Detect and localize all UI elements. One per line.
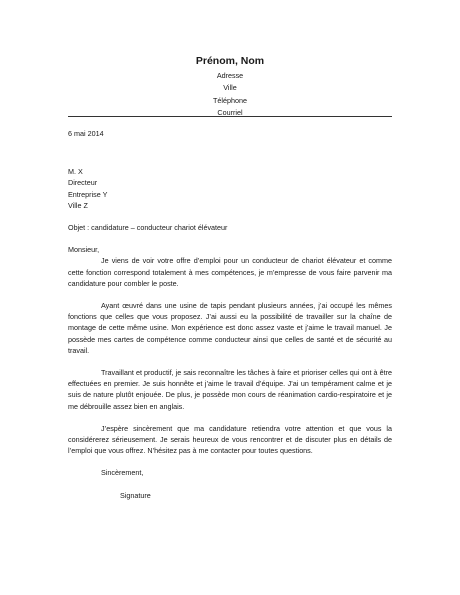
recipient-title: Directeur bbox=[68, 178, 98, 188]
letter-body bbox=[68, 128, 392, 501]
recipient-company: Entreprise Y bbox=[68, 189, 108, 199]
paragraph-closing: J’espère sincèrement que ma candidature retiendra votre attention et que vous la considérerez sérieusement. Je serais heureux de vous rencontrer et de discuter plus en détails de l’emploi que vous offrez. N’hésitez pas à me contacter pour toutes questions. bbox=[68, 423, 392, 456]
recipient-name: M. X bbox=[68, 167, 83, 177]
letter-salutation: Monsieur, bbox=[68, 245, 100, 255]
sender-address: Adresse bbox=[216, 71, 244, 80]
letter-closing: Sincèrement, bbox=[101, 468, 144, 478]
paragraph-qualities: Travaillant et productif, je sais reconnaître les tâches à faire et prioriser celles qui ont à être effectuées en premier. Je suis honnête et j’aime le travail d’équipe. J’ai un tempérament calme et je suis de nature plutôt enjouée. De plus, je possède mon cours de réanimation cardio-respiratoire et je me débrouille assez bien en anglais. bbox=[68, 368, 392, 411]
header-divider bbox=[68, 116, 392, 117]
sender-phone: Téléphone bbox=[213, 95, 247, 105]
recipient-city: Ville Z bbox=[68, 200, 88, 210]
letter-header bbox=[68, 54, 392, 119]
sender-email: Courriel bbox=[217, 107, 243, 117]
letter-date: 6 mai 2014 bbox=[68, 129, 104, 138]
paragraph-intro: Je viens de voir votre offre d’emploi pour un conducteur de chariot élévateur et comme cette fonction correspond totalement à mes compétences, je m’empresse de vous faire parvenir ma candidature pour combler le poste. bbox=[68, 256, 392, 288]
sender-city: Ville bbox=[223, 83, 237, 93]
letter-subject: Objet : candidature – conducteur chariot élévateur bbox=[68, 223, 228, 233]
letter-signature: Signature bbox=[120, 490, 151, 500]
sender-name: Prénom, Nom bbox=[195, 55, 265, 67]
paragraph-experience: Ayant œuvré dans une usine de tapis pendant plusieurs années, j’ai occupé les mêmes fonctions que celles que vous proposez. J’ai aussi eu la possibilité de travailler sur la chaîne de montage de cette même usine. Mon expérience est donc assez vaste et j’aime le travail manuel. Je possède mes cartes de compétence comme conducteur ainsi que celles de santé et de sécurité au travail. bbox=[68, 301, 392, 355]
